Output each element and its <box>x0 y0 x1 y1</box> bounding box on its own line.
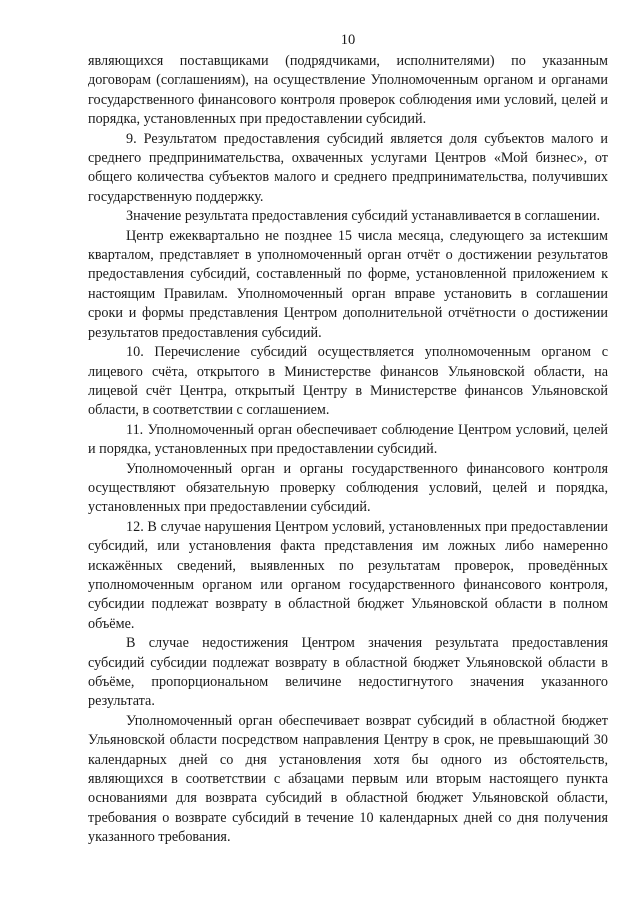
paragraph-refund-demand: Уполномоченный орган обеспечивает возврат субсидий в областной бюджет Ульяновской области посредством направления Центру в срок, не превышающий 30 календарных дней со дня установления хотя бы одного из обстоятельств, являющихся в соответствии с абзацами первым или вторым настоящего пункта основаниями для возврата субсидий в областной бюджет Ульяновской области, требования о возврате субсидий в течение 10 календарных дней со дня получения указанного требования. <box>88 712 608 846</box>
paragraph-continuation: являющихся поставщиками (подрядчиками, исполнителями) по указанным договорам (соглашениям), на осуществление Уполномоченным органом и органами государственного финансового контроля проверок соблюдения ими условий, целей и порядка, установленных при предоставлении субсидий. <box>88 53 608 128</box>
paragraph-non-achievement: В случае недостижения Центром значения результата предоставления субсидий субсидии подлежат возврату в областной бюджет Ульяновской области в объёме, пропорциональном величине недостигнутого значения указанного результата. <box>88 635 608 710</box>
paragraph-item-9: 9. Результатом предоставления субсидий является доля субъектов малого и среднего предпринимательства, охваченных услугами Центров «Мой бизнес», от общего количества субъектов малого и среднего предпринимательства, получивших государственную поддержку. <box>88 130 608 205</box>
paragraph-control-check: Уполномоченный орган и органы государственного финансового контроля осуществляют обязательную проверку соблюдения условий, целей и порядка, установленных при предоставлении субсидий. <box>88 460 608 516</box>
paragraph-item-11: 11. Уполномоченный орган обеспечивает соблюдение Центром условий, целей и порядка, установленных при предоставлении субсидий. <box>88 421 608 458</box>
paragraph-item-12: 12. В случае нарушения Центром условий, установленных при предоставлении субсидий, или установления факта представления им ложных либо намеренно искажённых сведений, выявленных по результатам проверок, проведённых уполномоченным органом или органом государственного финансового контроля, субсидии подлежат возврату в областной бюджет Ульяновской области в полном объёме. <box>88 518 608 632</box>
paragraph-quarterly-report: Центр ежеквартально не позднее 15 числа месяца, следующего за истекшим кварталом, представляет в уполномоченный орган отчёт о достижении результатов предоставления субсидий, составленный по форме, установленной приложением к настоящим Правилам. Уполномоченный орган вправе установить в соглашении сроки и формы представления Центром дополнительной отчётности о достижении результатов предоставления субсидий. <box>88 227 608 341</box>
paragraph-item-10: 10. Перечисление субсидий осуществляется уполномоченным органом с лицевого счёта, открытого в Министерстве финансов Ульяновской области, на лицевой счёт Центра, открытый Центру в Министерстве финансов Ульяновской области, в соответствии с соглашением. <box>88 344 608 419</box>
page-number: 10 <box>340 32 356 48</box>
paragraph-result-value: Значение результата предоставления субсидий устанавливается в соглашении. <box>126 208 601 225</box>
